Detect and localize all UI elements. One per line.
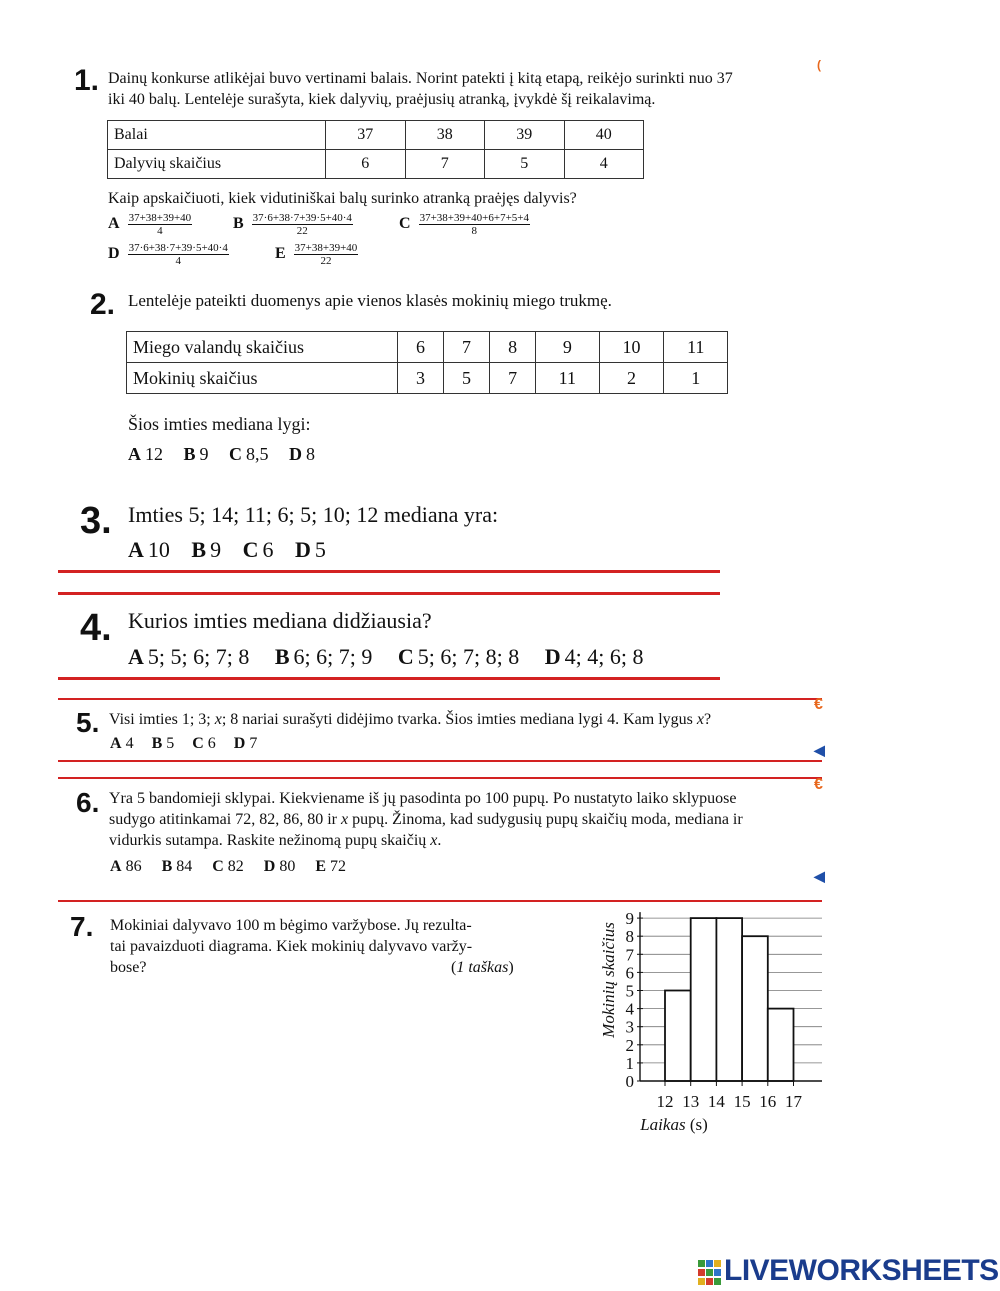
option-letter: D [233, 735, 246, 752]
option-value: 6 [262, 537, 274, 562]
option-letter: C [397, 644, 414, 669]
q7-line2: tai pavaizduoti diagrama. Kiek mokinių dalyvavo varžy- [110, 938, 473, 955]
q3-option-c[interactable] [243, 537, 274, 562]
q2-table [126, 331, 728, 394]
option-value: 6 [207, 735, 216, 752]
q2-question: Šios imties mediana lygi: [128, 414, 311, 434]
option-value: 5; 6; 7; 8; 8 [417, 644, 520, 669]
option-letter: A [110, 735, 122, 752]
fraction [252, 212, 353, 237]
q2-number: 2. [90, 288, 116, 321]
q6-option-d[interactable] [264, 858, 296, 875]
fraction-numerator: 37+38+39+40 [294, 242, 358, 254]
q1-number: 1. [74, 64, 100, 97]
chart-y-tick-label: 1 [625, 1053, 634, 1073]
option-letter: D [108, 245, 120, 263]
q6-line3-pre: vidurkis sutampa. Raskite nežinomą pupų skaičių [109, 832, 431, 849]
chart-bar [665, 991, 691, 1082]
chart-y-tick-label: 3 [625, 1017, 634, 1037]
q1-table-cell: 7 [405, 150, 485, 179]
variable-x: x [696, 711, 704, 728]
option-letter: E [275, 245, 286, 263]
q4-option-b[interactable] [275, 644, 373, 669]
option-letter: A [108, 215, 120, 233]
option-letter: A [128, 444, 141, 464]
q2-table-cell: 11 [536, 363, 600, 394]
chart-x-tick-label: 13 [682, 1092, 700, 1111]
q2-option-d[interactable] [289, 444, 315, 464]
chart-x-label-unit: (s) [689, 1115, 708, 1134]
fraction-denominator: 4 [157, 225, 163, 237]
q7-line3: bose? [110, 959, 147, 976]
q6-line2 [109, 809, 743, 830]
option-value: 4; 4; 6; 8 [564, 644, 644, 669]
option-letter: B [191, 537, 207, 562]
q1-table [107, 120, 644, 179]
q1-table-cell: 40 [564, 121, 644, 150]
histogram-chart [590, 900, 830, 1150]
option-value: 8,5 [246, 444, 269, 464]
q5-option-d[interactable] [234, 735, 258, 752]
liveworksheets-logo [698, 1254, 999, 1288]
q2-table-cell: 2 [599, 363, 664, 394]
chart-x-label-italic: Laikas [640, 1115, 686, 1134]
q7-line1: Mokiniai dalyvavo 100 m bėgimo varžybose. Jų rezulta- [110, 917, 472, 934]
q2-table-cell: 11 [664, 332, 728, 363]
option-letter: C [229, 444, 243, 464]
fraction [128, 242, 229, 267]
q2-table-cell: 10 [599, 332, 664, 363]
option-letter: C [242, 537, 259, 562]
option-letter: B [233, 215, 244, 233]
q4-option-c[interactable] [398, 644, 519, 669]
q2-option-a[interactable] [128, 444, 163, 464]
blue-edge-arrow-icon: ◀ [814, 868, 825, 884]
chart-y-tick-label: 4 [625, 999, 634, 1019]
q2-table-cell: 8 [490, 332, 536, 363]
q1-option-b[interactable] [233, 212, 353, 237]
option-value: 12 [145, 444, 163, 464]
option-value: 5 [166, 735, 175, 752]
edge-marker: ( [817, 58, 821, 72]
fraction-numerator: 37·6+38·7+39·5+40·4 [128, 242, 228, 254]
option-letter: D [263, 858, 276, 875]
q2-option-c[interactable] [229, 444, 269, 464]
fraction [294, 242, 359, 267]
option-value: 86 [125, 858, 142, 875]
divider-line [58, 760, 822, 762]
q4-options [128, 644, 643, 670]
option-value: 80 [279, 858, 296, 875]
q3-options [128, 537, 326, 563]
q5-number: 5. [76, 707, 100, 738]
fraction-numerator: 37+38+39+40+6+7+5+4 [419, 212, 529, 224]
chart-x-tick-label: 12 [656, 1092, 674, 1111]
option-letter: C [192, 735, 204, 752]
chart-x-tick-label: 16 [759, 1092, 777, 1111]
option-value: 8 [306, 444, 316, 464]
orange-edge-mark-icon: € [814, 776, 823, 793]
q2-table-cell: 7 [444, 332, 490, 363]
fraction-numerator: 37+38+39+40 [128, 212, 192, 224]
fraction-denominator: 22 [296, 225, 308, 237]
chart-x-tick-label: 14 [707, 1092, 725, 1111]
q2-table-header-label: Miego valandų skaičius [127, 332, 398, 363]
chart-x-label [639, 1115, 708, 1134]
variable-x: x [340, 811, 349, 828]
q1-question: Kaip apskaičiuoti, kiek vidutiniškai balų surinko atranką praėjęs dalyvis? [108, 190, 577, 207]
option-value: 72 [330, 858, 347, 875]
option-value: 6; 6; 7; 9 [293, 644, 373, 669]
option-letter: D [289, 444, 303, 464]
q1-table-cell: 4 [564, 150, 644, 179]
q1-option-a[interactable] [108, 212, 192, 237]
q6-option-e[interactable] [315, 858, 346, 875]
q3-number: 3. [80, 500, 112, 542]
q3-option-b[interactable] [191, 537, 221, 562]
chart-x-tick-label: 15 [733, 1092, 751, 1111]
q1-table-cell: 37 [326, 121, 406, 150]
q1-table-cell: 38 [405, 121, 485, 150]
option-letter: B [183, 444, 196, 464]
q6-option-a[interactable] [110, 858, 142, 875]
divider-line [58, 592, 720, 595]
q4-number: 4. [80, 607, 112, 649]
q1-text-line1: Dainų konkurse atlikėjai buvo vertinami balais. Norint patekti į kitą etapą, reikėjo surinkti nuo 37 [108, 70, 733, 87]
q4-option-d[interactable] [545, 644, 644, 669]
q1-table-header-label: Balai [108, 121, 326, 150]
q2-table-cell: 1 [664, 363, 728, 394]
chart-y-tick-label: 5 [625, 981, 634, 1001]
q5-text [109, 709, 711, 730]
fraction [128, 212, 193, 237]
chart-x-tick-label: 17 [785, 1092, 802, 1111]
chart-y-tick-label: 6 [625, 963, 634, 983]
q1-option-c[interactable] [399, 212, 530, 237]
divider-line [58, 777, 822, 779]
q1-table-row-label: Dalyvių skaičius [108, 150, 326, 179]
q1-table-cell: 6 [326, 150, 406, 179]
q7-number: 7. [70, 911, 94, 942]
q1-table-cell: 39 [485, 121, 565, 150]
fraction-numerator: 37·6+38·7+39·5+40·4 [252, 212, 352, 224]
liveworksheets-logo-text: LIVEWORKSHEETS [724, 1254, 999, 1287]
option-letter: D [294, 537, 311, 562]
fraction-denominator: 8 [471, 225, 478, 237]
option-value: 84 [176, 858, 193, 875]
q2-options [128, 444, 315, 465]
option-value: 82 [227, 858, 244, 875]
q6-line3 [109, 830, 441, 851]
q1-option-e[interactable] [275, 242, 358, 267]
q3-option-a[interactable] [128, 537, 170, 562]
variable-x: x [214, 711, 222, 728]
q5-options [110, 735, 257, 753]
q5-text-end: ? [703, 711, 712, 728]
chart-y-tick-label: 8 [625, 927, 634, 947]
q1-text-line2: iki 40 balų. Lentelėje surašyta, kiek dalyvių, praėjusių atranką, įvykdė šį reikalavimą. [108, 91, 656, 108]
chart-bar [716, 918, 742, 1081]
option-letter: B [151, 735, 163, 752]
q1-table-cell: 5 [485, 150, 565, 179]
option-letter: B [274, 644, 290, 669]
q2-option-b[interactable] [184, 444, 209, 464]
q5-option-b[interactable] [152, 735, 175, 752]
q2-table-cell: 9 [536, 332, 600, 363]
q7-points: (1 taškas) [451, 959, 514, 976]
fraction [419, 212, 530, 237]
q2-text: Lentelėje pateikti duomenys apie vienos klasės mokinių miego trukmę. [128, 291, 612, 310]
q2-table-cell: 5 [444, 363, 490, 394]
q4-text: Kurios imties mediana didžiausia? [128, 608, 432, 633]
chart-y-tick-label: 0 [625, 1072, 634, 1091]
option-value: 9 [210, 537, 222, 562]
fraction-denominator: 4 [175, 255, 181, 267]
q6-number: 6. [76, 787, 100, 818]
option-letter: A [128, 644, 144, 669]
divider-line [58, 570, 720, 573]
option-letter: A [128, 537, 144, 562]
option-value: 7 [249, 735, 258, 752]
chart-bar [768, 1009, 794, 1081]
q3-option-d[interactable] [295, 537, 326, 562]
option-value: 5; 5; 6; 7; 8 [147, 644, 250, 669]
option-value: 4 [125, 735, 134, 752]
q2-table-cell: 7 [490, 363, 536, 394]
q6-option-c[interactable] [212, 858, 244, 875]
q5-text-post: ; 8 nariai surašyti didėjimo tvarka. Šios imties mediana lygi 4. Kam lygus [221, 711, 697, 728]
option-letter: E [315, 858, 327, 875]
liveworksheets-logo-icon [698, 1260, 722, 1286]
chart-y-tick-label: 7 [625, 945, 634, 965]
option-letter: C [399, 215, 411, 233]
option-value: 5 [314, 537, 326, 562]
q7-points-text: 1 taškas [456, 959, 509, 976]
divider-line [58, 698, 822, 700]
q6-line3-post: . [437, 832, 442, 849]
q1-option-d[interactable] [108, 242, 229, 267]
chart-bar [691, 918, 717, 1081]
divider-line [58, 677, 720, 680]
q6-line2-pre: sudygo atitinkamai 72, 82, 86, 80 ir [109, 811, 341, 828]
option-letter: A [110, 858, 122, 875]
chart-y-tick-label: 9 [625, 909, 634, 929]
chart-y-tick-label: 2 [625, 1035, 634, 1055]
q6-line2-post: pupų. Žinoma, kad sudygusių pupų skaičių moda, mediana ir [348, 811, 743, 828]
q3-text: Imties 5; 14; 11; 6; 5; 10; 12 mediana yra: [128, 502, 499, 527]
option-value: 10 [147, 537, 170, 562]
q6-option-b[interactable] [162, 858, 193, 875]
chart-bar [742, 936, 768, 1081]
variable-x: x [430, 832, 438, 849]
q5-text-pre: Visi imties 1; 3; [109, 711, 215, 728]
orange-edge-mark-icon: € [814, 696, 823, 713]
q2-table-row-label: Mokinių skaičius [127, 363, 398, 394]
q4-option-a[interactable] [128, 644, 249, 669]
option-value: 9 [199, 444, 209, 464]
q6-line1: Yra 5 bandomieji sklypai. Kiekviename iš jų pasodinta po 100 pupų. Po nustatyto laiko sklypuose [109, 790, 737, 807]
q2-table-cell: 6 [398, 332, 444, 363]
chart-y-label: Mokinių skaičius [599, 922, 618, 1038]
q2-table-cell: 3 [398, 363, 444, 394]
option-letter: D [544, 644, 561, 669]
blue-edge-arrow-icon: ◀ [814, 742, 825, 758]
q5-option-c[interactable] [192, 735, 216, 752]
fraction-denominator: 22 [320, 255, 332, 267]
q5-option-a[interactable] [110, 735, 134, 752]
q6-options [110, 858, 346, 876]
option-letter: B [161, 858, 173, 875]
option-letter: C [212, 858, 224, 875]
